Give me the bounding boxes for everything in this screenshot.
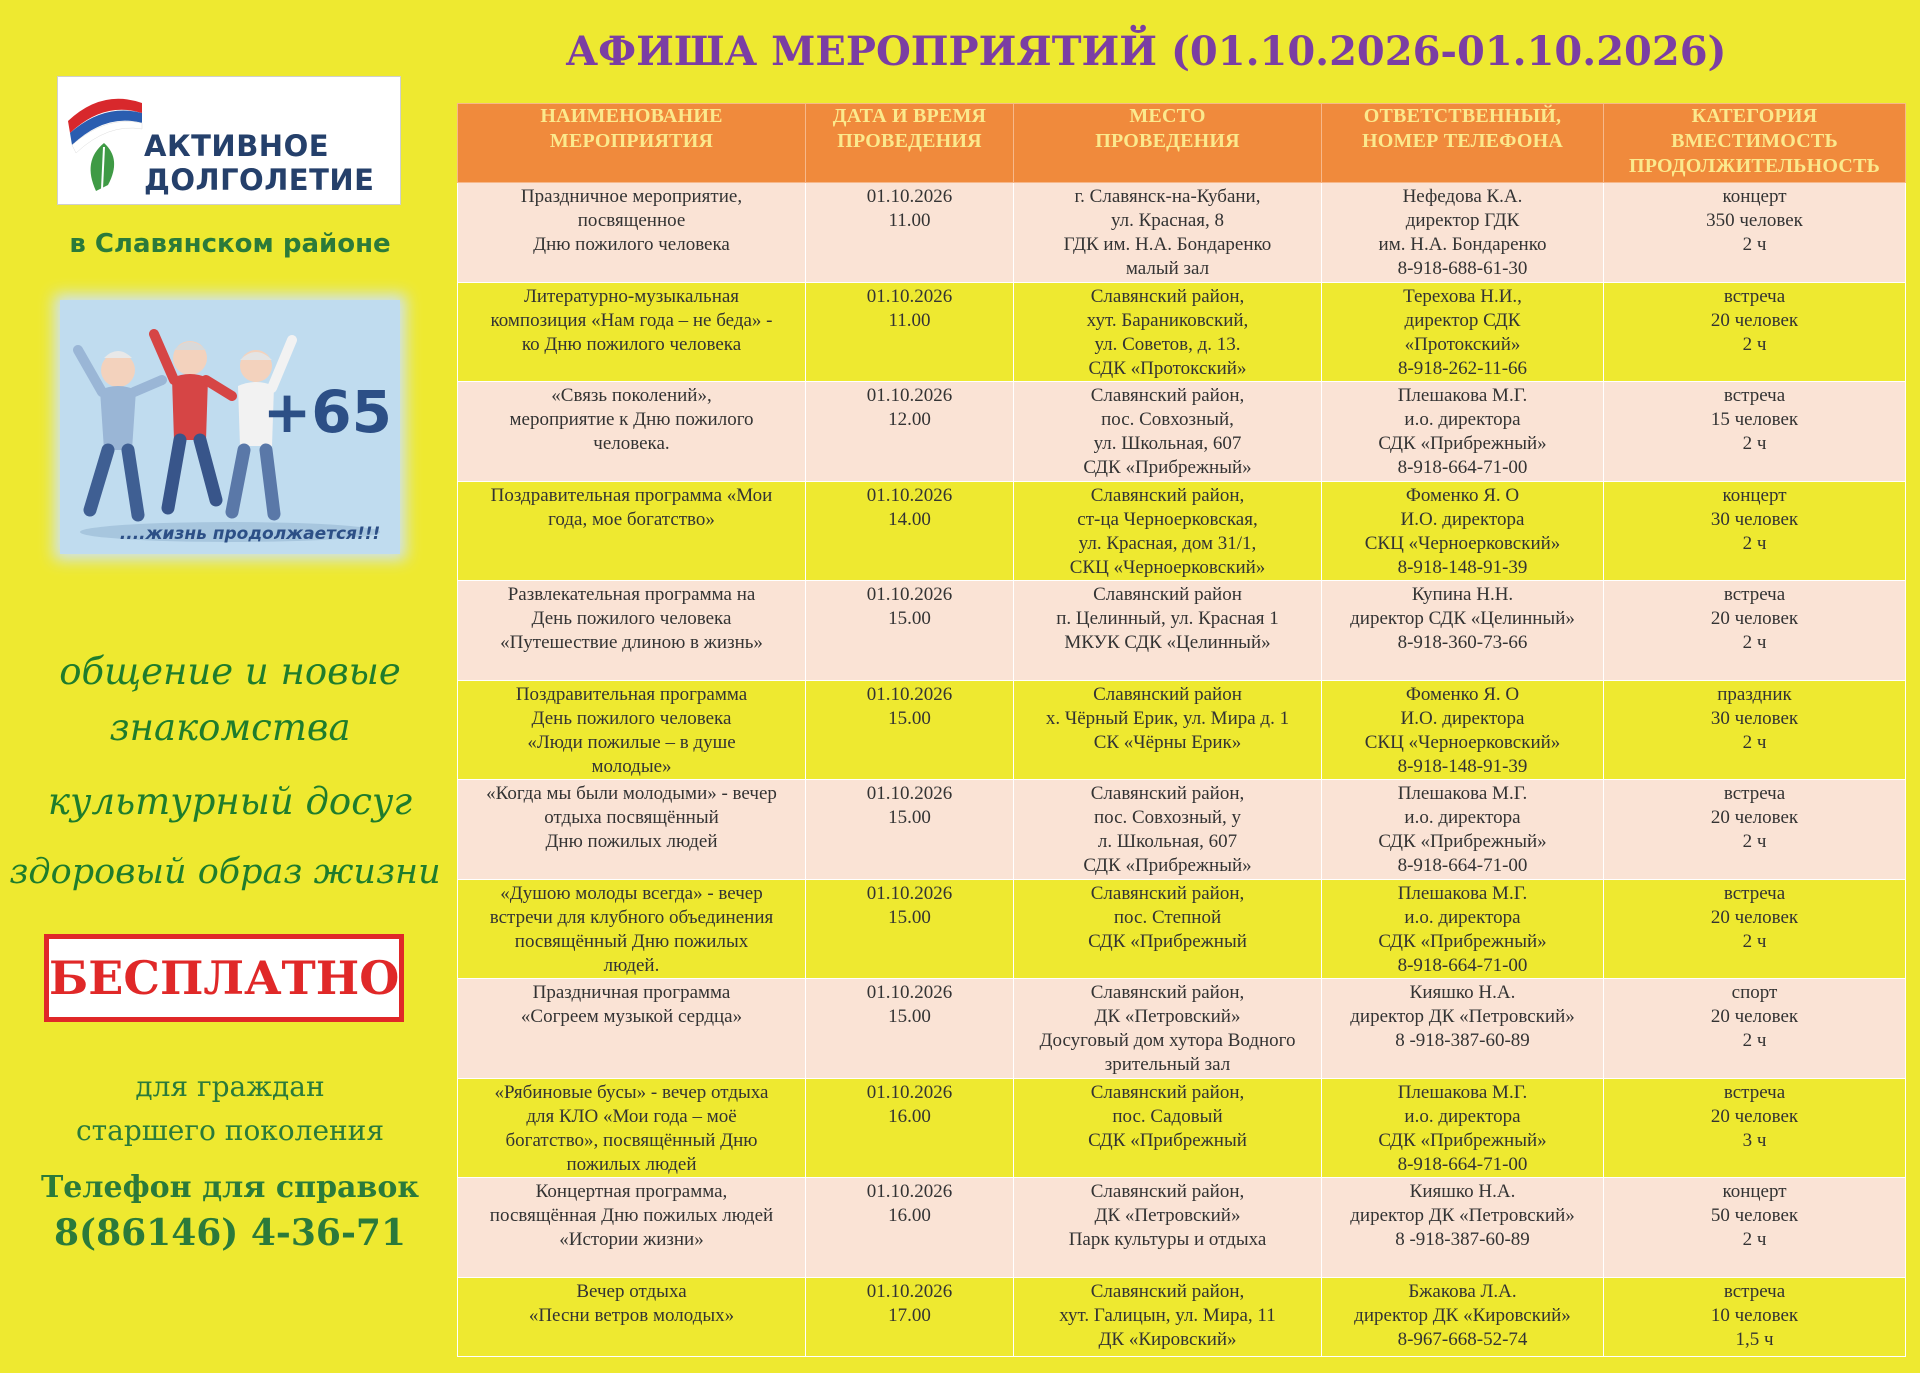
date-time-cell: 01.10.2026 17.00 xyxy=(806,1277,1014,1356)
events-table xyxy=(457,103,1906,1357)
event-name-cell: «Когда мы были молодыми» - вечер отдыха посвящённый Дню пожилых людей xyxy=(458,780,806,880)
event-name-cell: Поздравительная программа «Мои года, мое богатство» xyxy=(458,481,806,581)
phone-label: Телефон для справок xyxy=(40,1170,420,1205)
table-row xyxy=(458,680,1906,780)
table-row xyxy=(458,481,1906,581)
target-audience-line-2: старшего поколения xyxy=(75,1114,385,1147)
event-name-cell: «Рябиновые бусы» - вечер отдыха для КЛО «Мои года – моё богатство», посвящённый Дню пожилых людей xyxy=(458,1078,806,1178)
table-row xyxy=(458,183,1906,283)
event-name-cell: «Связь поколений», мероприятие к Дню пожилого человека. xyxy=(458,382,806,482)
slogan-line-1: общение и новые xyxy=(59,650,401,693)
header-venue: МЕСТО ПРОВЕДЕНИЯ xyxy=(1014,104,1322,183)
event-name-cell: Праздничное мероприятие, посвященное Дню пожилого человека xyxy=(458,183,806,283)
date-time-cell: 01.10.2026 15.00 xyxy=(806,979,1014,1079)
phone-number: 8(86146) 4-36-71 xyxy=(53,1212,407,1254)
venue-cell: Славянский район, пос. Совхозный, у л. Школьная, 607 СДК «Прибрежный» xyxy=(1014,780,1322,880)
category-cell: концерт 350 человек 2 ч xyxy=(1604,183,1906,283)
date-time-cell: 01.10.2026 11.00 xyxy=(806,183,1014,283)
event-name-cell: «Душою молоды всегда» - вечер встречи для клубного объединения посвящённый Дню пожилых людей. xyxy=(458,879,806,979)
event-name-cell: Литературно-музыкальная композиция «Нам года – не беда» - ко Дню пожилого человека xyxy=(458,282,806,382)
responsible-cell: Купина Н.Н. директор СДК «Целинный» 8-918-360-73-66 xyxy=(1322,581,1604,681)
responsible-cell: Плешакова М.Г. и.о. директора СДК «Прибрежный» 8-918-664-71-00 xyxy=(1322,879,1604,979)
header-responsible: ОТВЕТСТВЕННЫЙ, НОМЕР ТЕЛЕФОНА xyxy=(1322,104,1604,183)
venue-cell: Славянский район, хут. Галицын, ул. Мира, 11 ДК «Кировский» xyxy=(1014,1277,1322,1356)
left-panel xyxy=(0,0,450,1373)
table-row xyxy=(458,581,1906,681)
seniors-photo xyxy=(60,300,400,554)
venue-cell: Славянский район п. Целинный, ул. Красная 1 МКУК СДК «Целинный» xyxy=(1014,581,1322,681)
venue-cell: Славянский район, ДК «Петровский» Парк культуры и отдыха xyxy=(1014,1178,1322,1278)
table-row xyxy=(458,780,1906,880)
responsible-cell: Нефедова К.А. директор ГДК им. Н.А. Бондаренко 8-918-688-61-30 xyxy=(1322,183,1604,283)
date-time-cell: 01.10.2026 15.00 xyxy=(806,780,1014,880)
venue-cell: Славянский район х. Чёрный Ерик, ул. Мира д. 1 СК «Чёрны Ерик» xyxy=(1014,680,1322,780)
responsible-cell: Плешакова М.Г. и.о. директора СДК «Прибрежный» 8-918-664-71-00 xyxy=(1322,780,1604,880)
responsible-cell: Терехова Н.И., директор СДК «Протокский» 8-918-262-11-66 xyxy=(1322,282,1604,382)
event-name-cell: Развлекательная программа на День пожилого человека «Путешествие длиною в жизнь» xyxy=(458,581,806,681)
table-row xyxy=(458,1078,1906,1178)
page-title: АФИША МЕРОПРИЯТИЙ (01.10.2026-01.10.2026) xyxy=(565,28,1727,75)
venue-cell: Славянский район, пос. Садовый СДК «Прибрежный xyxy=(1014,1078,1322,1178)
venue-cell: Славянский район, ст-ца Черноерковская, ул. Красная, дом 31/1, СКЦ «Черноерковский» xyxy=(1014,481,1322,581)
category-cell: встреча 20 человек 3 ч xyxy=(1604,1078,1906,1178)
category-cell: концерт 50 человек 2 ч xyxy=(1604,1178,1906,1278)
slogan-line-4: здоровый образ жизни xyxy=(9,852,441,892)
table-row xyxy=(458,1178,1906,1278)
slogan-line-3: культурный досуг xyxy=(47,780,413,823)
photo-caption: ....жизнь продолжается!!! xyxy=(119,524,381,544)
table-header-row xyxy=(458,104,1906,183)
event-name-cell: Вечер отдыха «Песни ветров молодых» xyxy=(458,1277,806,1356)
category-cell: встреча 15 человек 2 ч xyxy=(1604,382,1906,482)
category-cell: спорт 20 человек 2 ч xyxy=(1604,979,1906,1079)
date-time-cell: 01.10.2026 11.00 xyxy=(806,282,1014,382)
responsible-cell: Кияшко Н.А. директор ДК «Петровский» 8 -918-387-60-89 xyxy=(1322,1178,1604,1278)
logo-line-2: ДОЛГОЛЕТИЕ xyxy=(144,163,375,197)
event-name-cell: Праздничная программа «Согреем музыкой сердца» xyxy=(458,979,806,1079)
responsible-cell: Плешакова М.Г. и.о. директора СДК «Прибрежный» 8-918-664-71-00 xyxy=(1322,1078,1604,1178)
target-audience-line-1: для граждан xyxy=(135,1070,325,1103)
header-category: КАТЕГОРИЯ ВМЕСТИМОСТЬ ПРОДОЛЖИТЕЛЬНОСТЬ xyxy=(1604,104,1906,183)
age-badge: +65 xyxy=(262,378,392,446)
event-name-cell: Поздравительная программа День пожилого человека «Люди пожилые – в душе молодые» xyxy=(458,680,806,780)
logo-line-1: АКТИВНОЕ xyxy=(144,129,330,163)
responsible-cell: Бжакова Л.А. директор ДК «Кировский» 8-967-668-52-74 xyxy=(1322,1277,1604,1356)
date-time-cell: 01.10.2026 12.00 xyxy=(806,382,1014,482)
category-cell: праздник 30 человек 2 ч xyxy=(1604,680,1906,780)
responsible-cell: Кияшко Н.А. директор ДК «Петровский» 8 -918-387-60-89 xyxy=(1322,979,1604,1079)
responsible-cell: Фоменко Я. О И.О. директора СКЦ «Черноерковский» 8-918-148-91-39 xyxy=(1322,680,1604,780)
responsible-cell: Плешакова М.Г. и.о. директора СДК «Прибрежный» 8-918-664-71-00 xyxy=(1322,382,1604,482)
venue-cell: Славянский район, хут. Бараниковский, ул. Советов, д. 13. СДК «Протокский» xyxy=(1014,282,1322,382)
header-event-name: НАИМЕНОВАНИЕ МЕРОПРИЯТИЯ xyxy=(458,104,806,183)
venue-cell: Славянский район, пос. Степной СДК «Прибрежный xyxy=(1014,879,1322,979)
category-cell: концерт 30 человек 2 ч xyxy=(1604,481,1906,581)
table-row xyxy=(458,382,1906,482)
date-time-cell: 01.10.2026 16.00 xyxy=(806,1178,1014,1278)
table-row xyxy=(458,282,1906,382)
flag-leaf-icon xyxy=(62,81,148,199)
venue-cell: Славянский район, ДК «Петровский» Досуговый дом хутора Водного зрительный зал xyxy=(1014,979,1322,1079)
venue-cell: г. Славянск-на-Кубани, ул. Красная, 8 ГДК им. Н.А. Бондаренко малый зал xyxy=(1014,183,1322,283)
responsible-cell: Фоменко Я. О И.О. директора СКЦ «Черноерковский» 8-918-148-91-39 xyxy=(1322,481,1604,581)
date-time-cell: 01.10.2026 15.00 xyxy=(806,581,1014,681)
header-date-time: ДАТА И ВРЕМЯ ПРОВЕДЕНИЯ xyxy=(806,104,1014,183)
category-cell: встреча 20 человек 2 ч xyxy=(1604,780,1906,880)
category-cell: встреча 20 человек 2 ч xyxy=(1604,581,1906,681)
date-time-cell: 01.10.2026 14.00 xyxy=(806,481,1014,581)
event-name-cell: Концертная программа, посвящённая Дню пожилых людей «Истории жизни» xyxy=(458,1178,806,1278)
category-cell: встреча 20 человек 2 ч xyxy=(1604,282,1906,382)
table-row xyxy=(458,979,1906,1079)
district-subtitle: в Славянском районе xyxy=(69,229,391,259)
venue-cell: Славянский район, пос. Совхозный, ул. Школьная, 607 СДК «Прибрежный» xyxy=(1014,382,1322,482)
category-cell: встреча 10 человек 1,5 ч xyxy=(1604,1277,1906,1356)
table-row xyxy=(458,1277,1906,1356)
table-row xyxy=(458,879,1906,979)
date-time-cell: 01.10.2026 16.00 xyxy=(806,1078,1014,1178)
date-time-cell: 01.10.2026 15.00 xyxy=(806,680,1014,780)
category-cell: встреча 20 человек 2 ч xyxy=(1604,879,1906,979)
slogan-line-2: знакомства xyxy=(109,706,351,749)
free-badge: БЕСПЛАТНО xyxy=(44,934,404,1022)
date-time-cell: 01.10.2026 15.00 xyxy=(806,879,1014,979)
active-longevity-logo xyxy=(57,76,401,205)
